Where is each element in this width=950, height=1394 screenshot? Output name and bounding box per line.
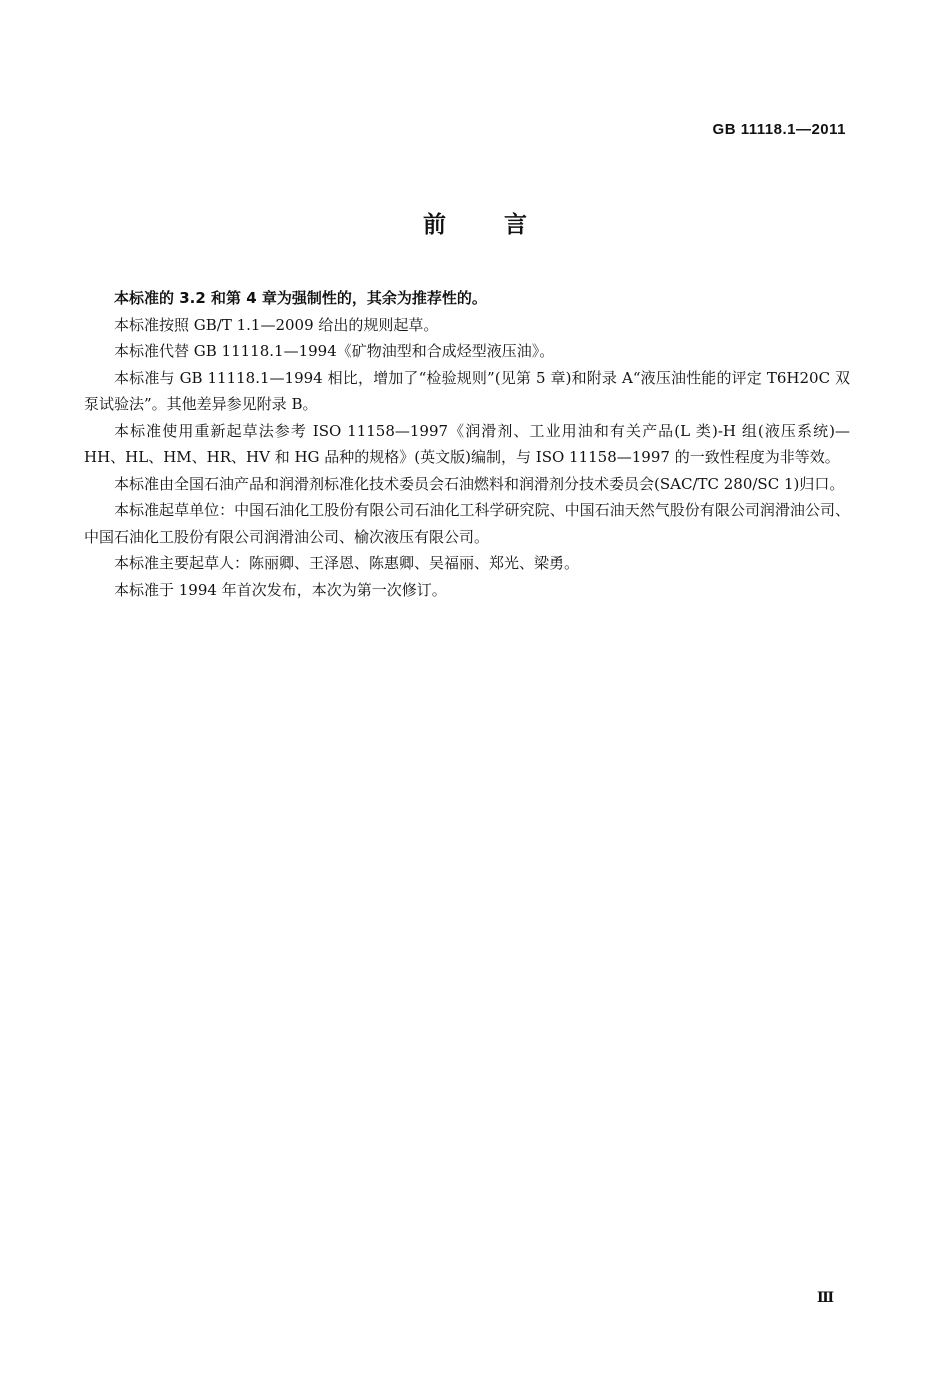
document-body [84,285,850,603]
paragraph-history: 本标准于 1994 年首次发布，本次为第一次修订。 [114,580,447,599]
paragraph-drafting-units: 本标准起草单位：中国石油化工股份有限公司石油化工科学研究院、中国石油天然气股份有限公司润滑油公司、中国石油化工股份有限公司润滑油公司、榆次液压有限公司。 [84,501,850,546]
page-title: 前言 [423,212,585,238]
document-code: GB 11118.1—2011 [712,121,846,138]
paragraph-replaces: 本标准代替 GB 11118.1—1994《矿物油型和合成烃型液压油》。 [114,342,555,360]
paragraph-drafting-rules: 本标准按照 GB/T 1.1—2009 给出的规则起草。 [114,315,439,334]
paragraph-committee: 本标准由全国石油产品和润滑剂标准化技术委员会石油燃料和润滑剂分技术委员会(SAC/TC 280/SC 1)归口。 [114,474,845,493]
paragraph-mandatory-clauses: 本标准的 3.2 和第 4 章为强制性的，其余为推荐性的。 [114,289,487,307]
paragraph-changes: 本标准与 GB 11118.1—1994 相比，增加了“检验规则”(见第 5 章)和附录 A“液压油性能的评定 T6H20C 双泵试验法”。其他差异参见附录 B。 [84,368,850,413]
page-number: Ⅲ [816,1290,834,1306]
paragraph-iso-reference: 本标准使用重新起草法参考 ISO 11158—1997《润滑剂、工业用油和有关产品(L 类)-H 组(液压系统)—HH、HL、HM、HR、HV 和 HG 品种的规格》(英文版)编制，与 ISO 11158—1997 的一致性程度为非等效。 [84,421,850,466]
paragraph-drafters: 本标准主要起草人：陈丽卿、王泽恩、陈惠卿、吴福丽、郑光、梁勇。 [114,554,580,572]
